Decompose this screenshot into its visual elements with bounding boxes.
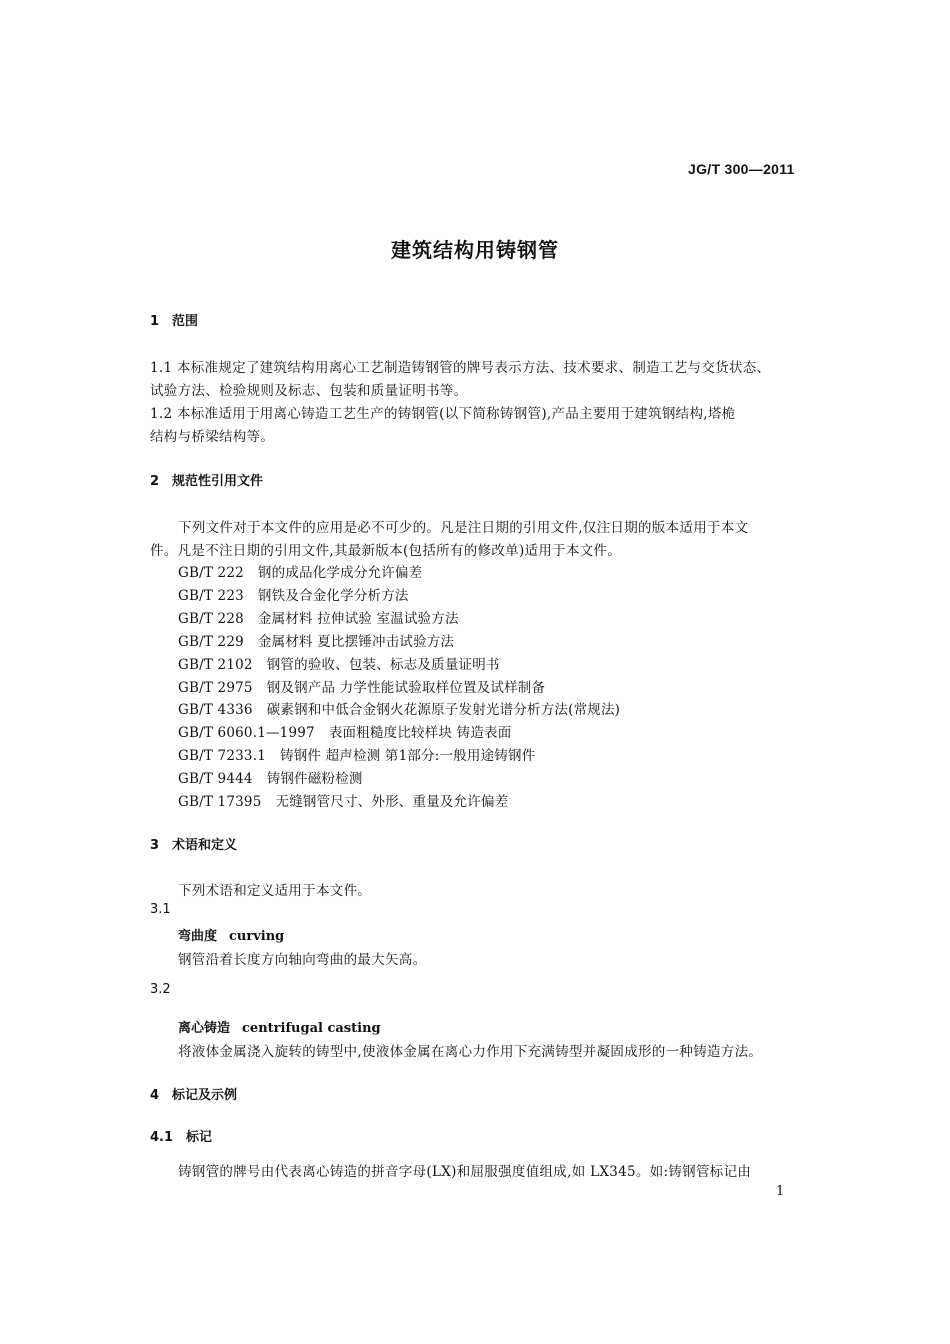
clause-4-1-text: 铸钢管的牌号由代表离心铸造的拼音字母(LX)和屈服强度值组成,如 LX345。如:铸钢管标记由 bbox=[178, 1164, 752, 1180]
reference-code: GB/T 222 bbox=[178, 565, 244, 581]
term-zh: 弯曲度 bbox=[178, 929, 218, 944]
section-3-heading bbox=[150, 834, 237, 853]
reference-item bbox=[178, 584, 409, 604]
section-number: 3 bbox=[150, 838, 160, 853]
clause-1-2-line1: 1.2 本标准适用于用离心铸造工艺生产的铸钢管(以下简称铸钢管),产品主要用于建筑钢结构,塔桅 bbox=[150, 406, 736, 422]
reference-item bbox=[178, 676, 545, 696]
reference-code: GB/T 17395 bbox=[178, 794, 262, 810]
reference-title: 钢管的验收、包装、标志及质量证明书 bbox=[266, 657, 500, 673]
reference-item bbox=[178, 607, 459, 627]
clause-1-1-line1: 1.1 本标准规定了建筑结构用离心工艺制造铸钢管的牌号表示方法、技术要求、制造工艺与交货状态、 bbox=[150, 360, 771, 376]
term-3-1-definition: 钢管沿着长度方向轴向弯曲的最大矢高。 bbox=[178, 952, 427, 968]
page-number: 1 bbox=[776, 1184, 785, 1199]
reference-code: GB/T 223 bbox=[178, 588, 244, 604]
section-2-intro-line2: 件。凡是不注日期的引用文件,其最新版本(包括所有的修改单)适用于本文件。 bbox=[150, 543, 622, 559]
reference-title: 无缝钢管尺寸、外形、重量及允许偏差 bbox=[275, 794, 509, 810]
document-title: 建筑结构用铸钢管 bbox=[391, 238, 559, 262]
reference-title: 钢铁及合金化学分析方法 bbox=[257, 588, 409, 604]
reference-code: GB/T 229 bbox=[178, 634, 244, 650]
reference-item bbox=[178, 698, 620, 718]
reference-code: GB/T 4336 bbox=[178, 702, 253, 718]
reference-title: 金属材料 拉伸试验 室温试验方法 bbox=[257, 611, 459, 627]
section-2-intro-line1: 下列文件对于本文件的应用是必不可少的。凡是注日期的引用文件,仅注日期的版本适用于本文 bbox=[178, 520, 749, 536]
section-number: 4 bbox=[150, 1088, 160, 1103]
section-number: 2 bbox=[150, 474, 160, 489]
term-3-2-number: 3.2 bbox=[150, 982, 171, 997]
reference-code: GB/T 2975 bbox=[178, 680, 253, 696]
section-2-heading bbox=[150, 470, 263, 489]
standard-number: JG/T 300—2011 bbox=[688, 161, 795, 177]
section-3-intro: 下列术语和定义适用于本文件。 bbox=[178, 883, 372, 899]
term-3-1-heading bbox=[178, 925, 284, 944]
reference-code: GB/T 9444 bbox=[178, 771, 253, 787]
reference-item bbox=[178, 721, 511, 741]
term-3-2-heading bbox=[178, 1017, 381, 1036]
section-title: 标记及示例 bbox=[172, 1088, 238, 1103]
reference-item bbox=[178, 653, 500, 673]
section-title: 规范性引用文件 bbox=[172, 474, 264, 489]
clause-1-2-line2: 结构与桥梁结构等。 bbox=[150, 429, 275, 445]
clause-title: 标记 bbox=[186, 1130, 213, 1145]
section-number: 1 bbox=[150, 314, 160, 329]
reference-title: 钢及钢产品 力学性能试验取样位置及试样制备 bbox=[266, 680, 546, 696]
reference-item bbox=[178, 790, 508, 810]
clause-1-1-line2: 试验方法、检验规则及标志、包装和质量证明书等。 bbox=[150, 383, 468, 399]
reference-code: GB/T 2102 bbox=[178, 657, 253, 673]
reference-item bbox=[178, 767, 363, 787]
term-en: curving bbox=[229, 929, 285, 944]
term-zh: 离心铸造 bbox=[178, 1021, 231, 1036]
reference-item bbox=[178, 561, 422, 581]
section-1-heading bbox=[150, 310, 198, 329]
reference-item bbox=[178, 744, 535, 764]
reference-code: GB/T 6060.1—1997 bbox=[178, 725, 315, 741]
reference-title: 碳素钢和中低合金钢火花源原子发射光谱分析方法(常规法) bbox=[266, 702, 621, 718]
reference-title: 铸钢件 超声检测 第1部分:一般用途铸钢件 bbox=[280, 748, 536, 764]
section-4-heading bbox=[150, 1084, 237, 1103]
reference-code: GB/T 7233.1 bbox=[178, 748, 266, 764]
reference-item bbox=[178, 630, 454, 650]
reference-title: 钢的成品化学成分允许偏差 bbox=[257, 565, 423, 581]
reference-title: 表面粗糙度比较样块 铸造表面 bbox=[328, 725, 512, 741]
reference-title: 铸钢件磁粉检测 bbox=[266, 771, 363, 787]
section-title: 范围 bbox=[172, 314, 199, 329]
term-3-2-definition: 将液体金属浇入旋转的铸型中,使液体金属在离心力作用下充满铸型并凝固成形的一种铸造方法。 bbox=[178, 1044, 763, 1060]
term-en: centrifugal casting bbox=[242, 1021, 381, 1036]
reference-title: 金属材料 夏比摆锤冲击试验方法 bbox=[257, 634, 455, 650]
reference-code: GB/T 228 bbox=[178, 611, 244, 627]
section-title: 术语和定义 bbox=[172, 838, 238, 853]
clause-4-1-heading bbox=[150, 1126, 212, 1145]
clause-number: 4.1 bbox=[150, 1130, 174, 1145]
term-3-1-number: 3.1 bbox=[150, 902, 171, 917]
